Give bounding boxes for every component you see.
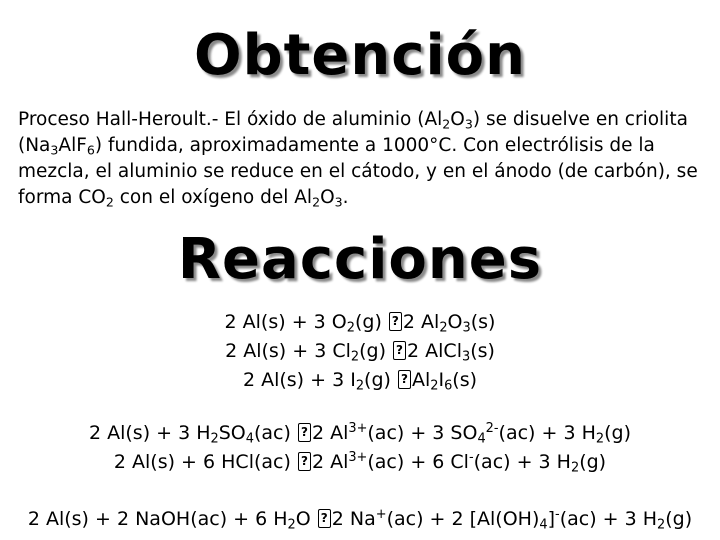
equation-iodine: 2 Al(s) + 3 $I_2(g)$ $?Al_2I_6(s)$ [0, 367, 720, 393]
missing-glyph-icon [298, 452, 311, 471]
section-title: Reacciones [177, 227, 543, 292]
equation-hydrochloric-acid: 2 Al(s) + 6 HCl(ac) ?2 $Al^{3+}(ac) + 6$ Cl-(ac) + 3 $H_2(g)$ [0, 449, 720, 475]
missing-glyph-icon [389, 312, 402, 331]
equation-chlorine: 2 Al(s) + 3 $Cl_2(g)$ ?2 AlCl$_3$(s) [0, 338, 720, 364]
page-title: Obtención [193, 23, 527, 88]
equation-sodium-hydroxide: 2 Al(s) + 2 NaOH(ac) + 6 $H_2O$ ?2 Na+(ac) + 2 $[Al(OH)_4]^-(ac) + 3$ $H_2(g)$ [0, 506, 720, 532]
missing-glyph-icon [298, 423, 311, 442]
equation-sulfuric-acid: 2 Al(s) + 3 $H_2SO_4(ac)$ ?2 $Al^{3+}(ac) + 3$ $SO_4^{2-}(ac) + 3$ $H_2(g)$ [0, 420, 720, 446]
missing-glyph-icon [393, 341, 406, 360]
equation-oxygen: 2 Al(s) + 3 $O_2(g)$ ?2 $Al_2O_3(s)$ [0, 309, 720, 335]
missing-glyph-icon [398, 370, 411, 389]
missing-glyph-icon [318, 509, 331, 528]
process-description: Proceso Hall-Heroult.- El óxido de aluminio $(Al_2O_3)$ se disuelve en criolita $(Na_3AlF_6)$ fundida, aproximadamente a 1000°C. Con electrólisis de la mezcla, el aluminio se reduce en el cátodo, y en el ánodo (de carbón), se forma $CO_2$ con el oxígeno del $Al_2O_3$. [18, 109, 698, 210]
